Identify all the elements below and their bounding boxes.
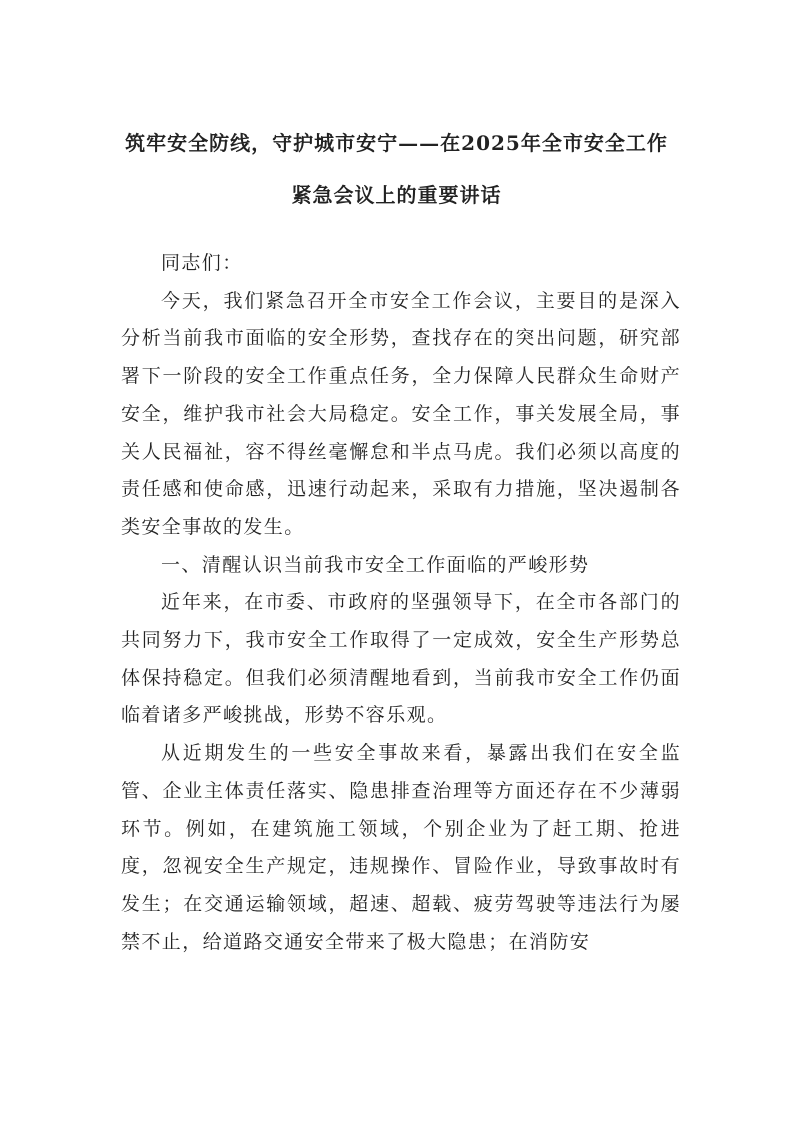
body-paragraph: 从近期发生的一些安全事故来看，暴露出我们在安全监管、企业主体责任落实、隐患排查治理等方面还存在不少薄弱环节。例如，在建筑施工领域，个别企业为了赶工期、抢进度，忽视安全生产规定，违规操作、冒险作业，导致事故时有发生；在交通运输领域，超速、超载、疲劳驾驶等违法行为屡禁不止，给道路交通安全带来了极大隐患；在消防安 [121, 742, 681, 953]
document-body [121, 245, 681, 961]
body-paragraph: 近年来，在市委、市政府的坚强领导下，在全市各部门的共同努力下，我市安全工作取得了一定成效，安全生产形势总体保持稳定。但我们必须清醒地看到，当前我市安全工作仍面临着诸多严峻挑战，形势不容乐观。 [121, 591, 681, 727]
salutation: 同志们： [161, 252, 243, 274]
body-paragraph: 今天，我们紧急召开全市安全工作会议，主要目的是深入分析当前我市面临的安全形势，查找存在的突出问题，研究部署下一阶段的安全工作重点任务，全力保障人民群众生命财产安全，维护我市社会大局稳定。安全工作，事关发展全局，事关人民福祉，容不得丝毫懈怠和半点马虎。我们必须以高度的责任感和使命感，迅速行动起来，采取有力措施，坚决遏制各类安全事故的发生。 [121, 289, 681, 538]
document-title-line-2: 紧急会议上的重要讲话 [291, 183, 502, 207]
section-heading: 一、清醒认识当前我市安全工作面临的严峻形势 [161, 553, 590, 576]
document-title-line-1: 筑牢安全防线，守护城市安宁——在2025年全市安全工作 [125, 131, 668, 155]
